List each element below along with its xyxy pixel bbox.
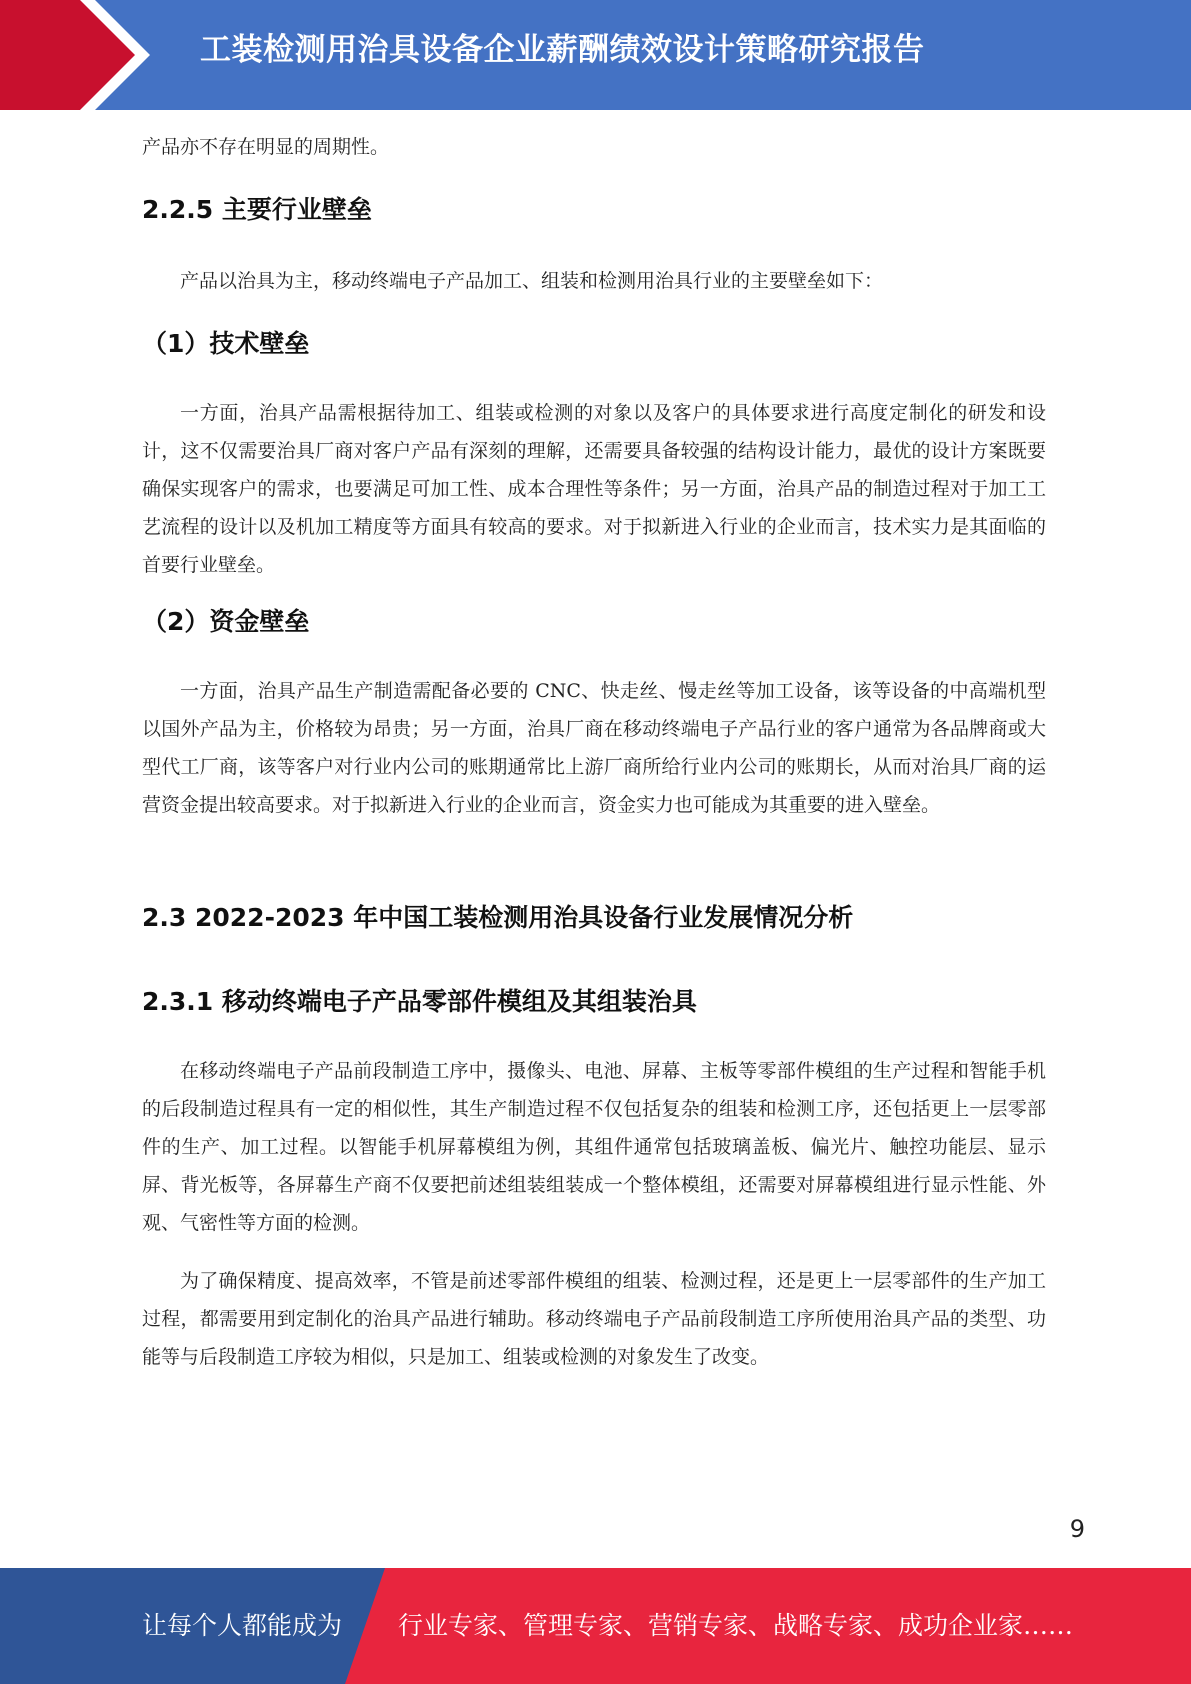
heading-2-3: 2.3 2022-2023 年中国工装检测用治具设备行业发展情况分析 bbox=[142, 903, 854, 932]
heading-tech-barrier: （1）技术壁垒 bbox=[142, 329, 310, 358]
heading-2-2-5: 2.2.5 主要行业壁垒 bbox=[142, 195, 372, 224]
paragraph-tech-barrier: 一方面，治具产品需根据待加工、组装或检测的对象以及客户的具体要求进行高度定制化的研发和设计，这不仅需要治具厂商对客户产品有深刻的理解，还需要具备较强的结构设计能力，最优的设计方案既要确保实现客户的需求，也要满足可加工性、成本合理性等条件；另一方面，治具产品的制造过程对于加工工艺流程的设计以及机加工精度等方面具有较高的要求。对于拟新进入行业的企业而言，技术实力是其面临的首要行业壁垒。 bbox=[142, 402, 1046, 576]
footer-banner bbox=[0, 1568, 1191, 1684]
page-number: 9 bbox=[1069, 1515, 1085, 1543]
report-title: 工装检测用治具设备企业薪酬绩效设计策略研究报告 bbox=[200, 32, 925, 68]
paragraph-modules-1: 在移动终端电子产品前段制造工序中，摄像头、电池、屏幕、主板等零部件模组的生产过程和智能手机的后段制造过程具有一定的相似性，其生产制造过程不仅包括复杂的组装和检测工序，还包括更上一层零部件的生产、加工过程。以智能手机屏幕模组为例，其组件通常包括玻璃盖板、偏光片、触控功能层、显示屏、背光板等，各屏幕生产商不仅要把前述组装组装成一个整体模组，还需要对屏幕模组进行显示性能、外观、气密性等方面的检测。 bbox=[142, 1060, 1046, 1234]
heading-2-3-1: 2.3.1 移动终端电子产品零部件模组及其组装治具 bbox=[142, 987, 697, 1016]
header-banner bbox=[0, 0, 1191, 110]
intro-line: 产品亦不存在明显的周期性。 bbox=[142, 136, 390, 158]
document-body bbox=[142, 128, 1046, 1376]
footer-slogan-left: 让每个人都能成为 bbox=[142, 1611, 343, 1640]
footer-slogan-right: 行业专家、管理专家、营销专家、战略专家、成功企业家…… bbox=[398, 1611, 1074, 1640]
paragraph-capital-barrier: 一方面，治具产品生产制造需配备必要的 CNC、快走丝、慢走丝等加工设备，该等设备的中高端机型以国外产品为主，价格较为昂贵；另一方面，治具厂商在移动终端电子产品行业的客户通常为各品牌商或大型代工厂商，该等客户对行业内公司的账期通常比上游厂商所给行业内公司的账期长，从而对治具厂商的运营资金提出较高要求。对于拟新进入行业的企业而言，资金实力也可能成为其重要的进入壁垒。 bbox=[142, 680, 1046, 816]
header-arrow-icon bbox=[0, 0, 150, 110]
paragraph-modules-2: 为了确保精度、提高效率，不管是前述零部件模组的组装、检测过程，还是更上一层零部件的生产加工过程，都需要用到定制化的治具产品进行辅助。移动终端电子产品前段制造工序所使用治具产品的类型、功能等与后段制造工序较为相似，只是加工、组装或检测的对象发生了改变。 bbox=[142, 1270, 1046, 1368]
paragraph-barriers-intro: 产品以治具为主，移动终端电子产品加工、组装和检测用治具行业的主要壁垒如下： bbox=[180, 270, 884, 292]
heading-capital-barrier: （2）资金壁垒 bbox=[142, 607, 310, 636]
